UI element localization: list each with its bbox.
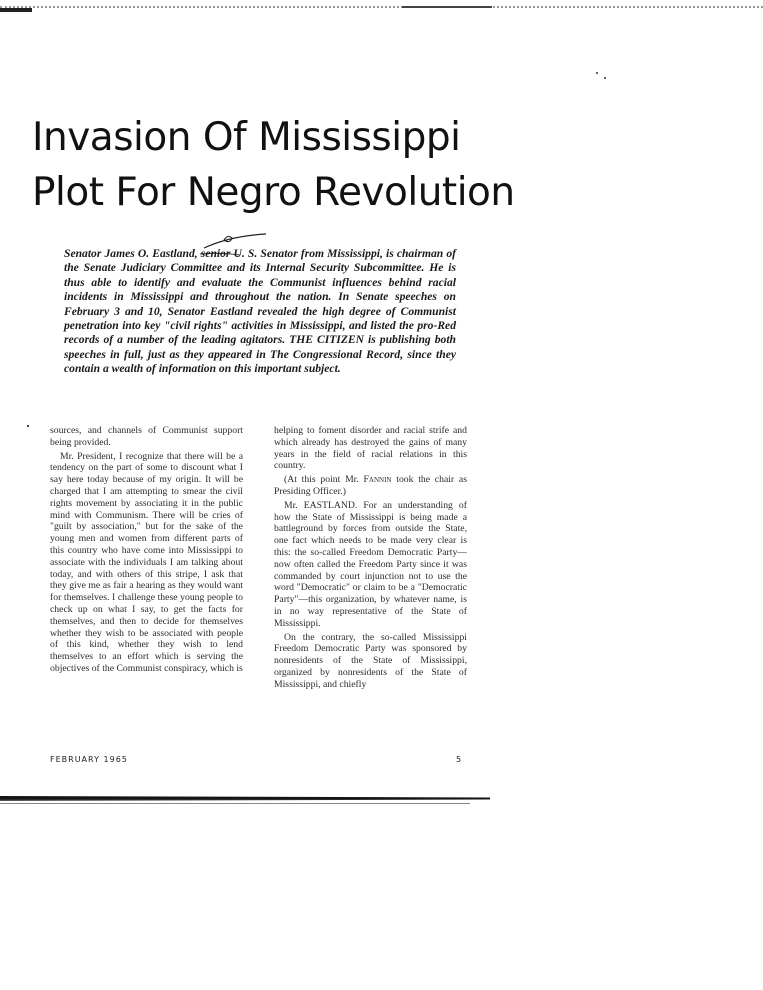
column-paragraph: helping to foment disorder and racial strife and which already has destroyed the gains of many years in the field of racial relations in this country. bbox=[274, 425, 467, 472]
column-paragraph bbox=[274, 474, 467, 498]
stage-direction-end: took the chair as Presiding Officer.) bbox=[274, 474, 467, 497]
article-column-right bbox=[274, 425, 467, 691]
scan-specks bbox=[596, 72, 608, 82]
intro-text: Senator James O. Eastland, senior U. S. Senator from Mississippi, is chairman of the Senate Judiciary Committee and its Internal Security Subcommittee. He is thus able to identify and evaluate the Communist influences behind racial incidents in Mississippi and throughout the nation. In Senate speeches on February 3 and 10, Senator Eastland revealed the high degree of Communist penetration into key "civil rights" activities in Mississippi, and listed the pro-Red records of a number of the leading agitators. THE CITIZEN is publishing both speeches in full, just as they appeared in The Congressional Record, since they contain a wealth of information on this important subject. bbox=[64, 247, 456, 376]
column-paragraph: Mr. President, I recognize that there will be a tendency on the part of some to discount what I say here today because of my origin. It will be charged that I am attempting to smear the civil rights movement by associating it in the public mind with Communism. There will be cries of "guilt by association," but for the sake of the young men and women from different parts of this country who have come into Mississippi to associate with the individuals I am talking about today, and with others of this stripe, I ask that they give me as fair a hearing as they would want for themselves. I challenge these young people to check up on what I say, to get the facts for themselves, and then to decide for themselves whether they wish to be associated with people of this kind, whether they wish to lend themselves to an effort which is serving the objectives of the Communist conspiracy, which is bbox=[50, 450, 243, 674]
article-column-left bbox=[50, 425, 243, 675]
column-paragraph: Mr. EASTLAND. For an understanding of how the State of Mississippi is being made a battleground by forces from outside the State, one fact which needs to be made very clear is this: the so-called Freedom Democratic Party—now often called the Freedom Party since it was commanded by court injunction not to use the word "Democratic" or claim to be a "Democratic Party"—this organization, by whatever name, is in no way representative of the State of Mississippi. bbox=[274, 499, 467, 629]
scan-mark bbox=[0, 8, 32, 12]
page-title-line-2: Plot For Negro Revolution bbox=[32, 170, 515, 215]
page-title-line-1: Invasion Of Mississippi bbox=[32, 115, 461, 160]
intro-paragraph bbox=[64, 247, 456, 377]
scan-edge-top bbox=[0, 6, 763, 8]
stage-direction-start: (At this point Mr. bbox=[284, 474, 364, 486]
scan-speck bbox=[27, 425, 29, 427]
column-paragraph: sources, and channels of Communist support being provided. bbox=[50, 425, 243, 448]
scan-edge-bottom-line bbox=[0, 803, 470, 804]
page-number: 5 bbox=[456, 755, 462, 764]
column-paragraph: On the contrary, the so-called Mississippi Freedom Democratic Party was sponsored by nonresidents of the State of Mississippi, organized by nonresidents of the State of Mississippi, and chiefly bbox=[274, 631, 467, 690]
scan-mark bbox=[402, 6, 492, 8]
issue-date: FEBRUARY 1965 bbox=[50, 755, 128, 764]
scan-edge-bottom bbox=[0, 796, 490, 801]
senator-name: Fannin bbox=[363, 474, 392, 486]
